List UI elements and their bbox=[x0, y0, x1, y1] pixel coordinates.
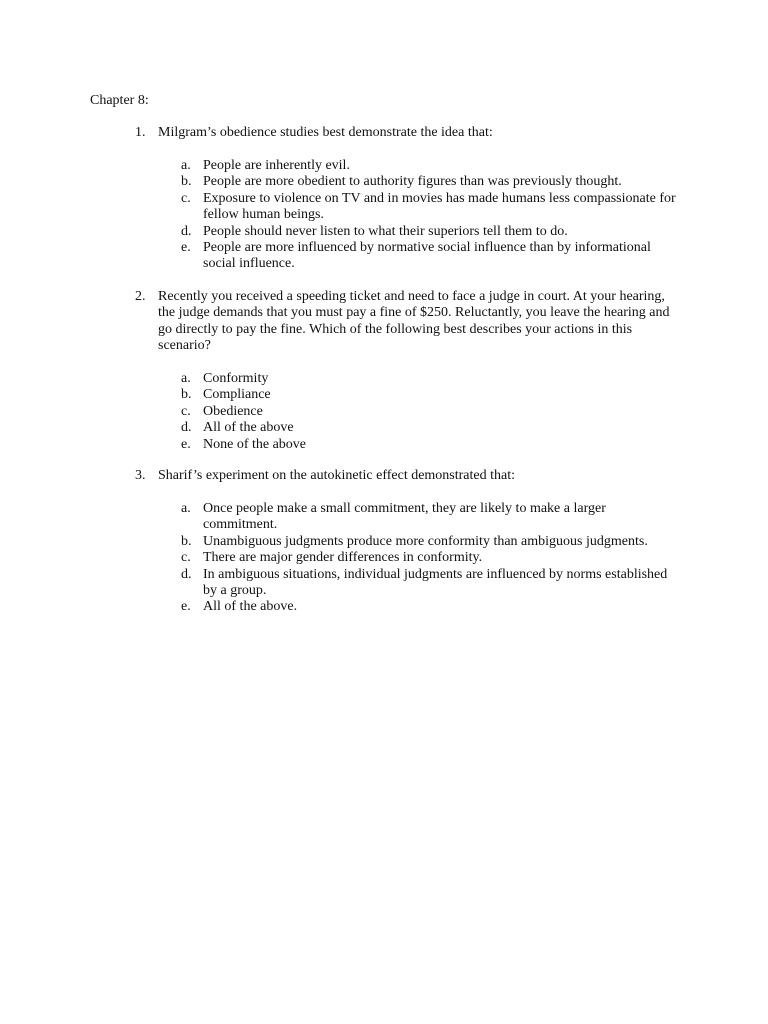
question-text: Sharif’s experiment on the autokinetic effect demonstrated that: bbox=[158, 468, 516, 483]
option-text: All of the above bbox=[203, 420, 294, 436]
answer-option-d bbox=[181, 567, 681, 600]
answer-option-d bbox=[181, 420, 681, 436]
question-number: 1. bbox=[135, 125, 146, 140]
option-letter: e. bbox=[181, 436, 191, 452]
question-3 bbox=[135, 468, 675, 615]
option-text: Obedience bbox=[203, 403, 263, 419]
question-1 bbox=[135, 125, 676, 272]
option-text: Conformity bbox=[203, 371, 269, 386]
option-text: None of the above bbox=[203, 436, 307, 452]
answer-option-e bbox=[181, 599, 681, 615]
answer-option-a bbox=[181, 501, 681, 534]
option-letter: e. bbox=[181, 599, 191, 615]
question-text: Milgram’s obedience studies best demonstrate the idea that: bbox=[158, 125, 493, 140]
option-letter: e. bbox=[181, 240, 191, 256]
answer-option-c bbox=[181, 550, 681, 566]
question-number: 2. bbox=[135, 289, 146, 304]
answer-option-c bbox=[181, 191, 681, 224]
option-text: Exposure to violence on TV and in movies has made humans less compassionate for fellow human beings. bbox=[203, 190, 676, 223]
option-text: Unambiguous judgments produce more conformity than ambiguous judgments. bbox=[203, 533, 648, 549]
question-2 bbox=[135, 289, 675, 452]
option-letter: b. bbox=[181, 533, 192, 549]
option-letter: a. bbox=[181, 371, 191, 386]
option-letter: d. bbox=[181, 420, 192, 436]
option-text: Compliance bbox=[203, 387, 271, 403]
option-letter: b. bbox=[181, 174, 192, 190]
option-letter: a. bbox=[181, 158, 191, 173]
answer-option-c bbox=[181, 404, 681, 420]
option-text: Once people make a small commitment, they are likely to make a larger commitment. bbox=[203, 501, 606, 533]
answer-option-a bbox=[181, 158, 681, 174]
option-text: All of the above. bbox=[203, 599, 298, 615]
answer-option-a bbox=[181, 371, 681, 387]
option-letter: c. bbox=[181, 550, 191, 566]
option-text: People should never listen to what their superiors tell them to do. bbox=[203, 223, 568, 239]
answer-option-b bbox=[181, 174, 681, 190]
option-letter: b. bbox=[181, 387, 192, 403]
answer-option-e bbox=[181, 240, 681, 273]
option-text: People are more influenced by normative social influence than by informational social influence. bbox=[203, 240, 651, 272]
answer-options bbox=[181, 501, 681, 616]
option-letter: c. bbox=[181, 403, 191, 419]
answer-options bbox=[181, 371, 681, 453]
answer-option-d bbox=[181, 224, 681, 240]
question-text: Recently you received a speeding ticket and need to face a judge in court. At your hearing, the judge demands that you must pay a fine of $250. Reluctantly, you leave the hearing and go directly to pay the fine. Which of the following best describes your actions in this scenario? bbox=[158, 289, 670, 354]
option-text: There are major gender differences in conformity. bbox=[203, 550, 483, 566]
answer-option-e bbox=[181, 437, 681, 453]
option-letter: d. bbox=[181, 223, 192, 239]
option-text: People are inherently evil. bbox=[203, 158, 350, 173]
option-text: People are more obedient to authority figures than was previously thought. bbox=[203, 174, 622, 190]
question-number: 3. bbox=[135, 468, 146, 483]
answer-options bbox=[181, 158, 681, 273]
answer-option-b bbox=[181, 387, 681, 403]
option-letter: a. bbox=[181, 501, 191, 516]
option-text: In ambiguous situations, individual judgments are influenced by norms established by a group. bbox=[203, 566, 668, 599]
option-letter: d. bbox=[181, 566, 192, 582]
answer-option-b bbox=[181, 534, 681, 550]
option-letter: c. bbox=[181, 190, 191, 206]
chapter-title: Chapter 8: bbox=[90, 93, 149, 108]
